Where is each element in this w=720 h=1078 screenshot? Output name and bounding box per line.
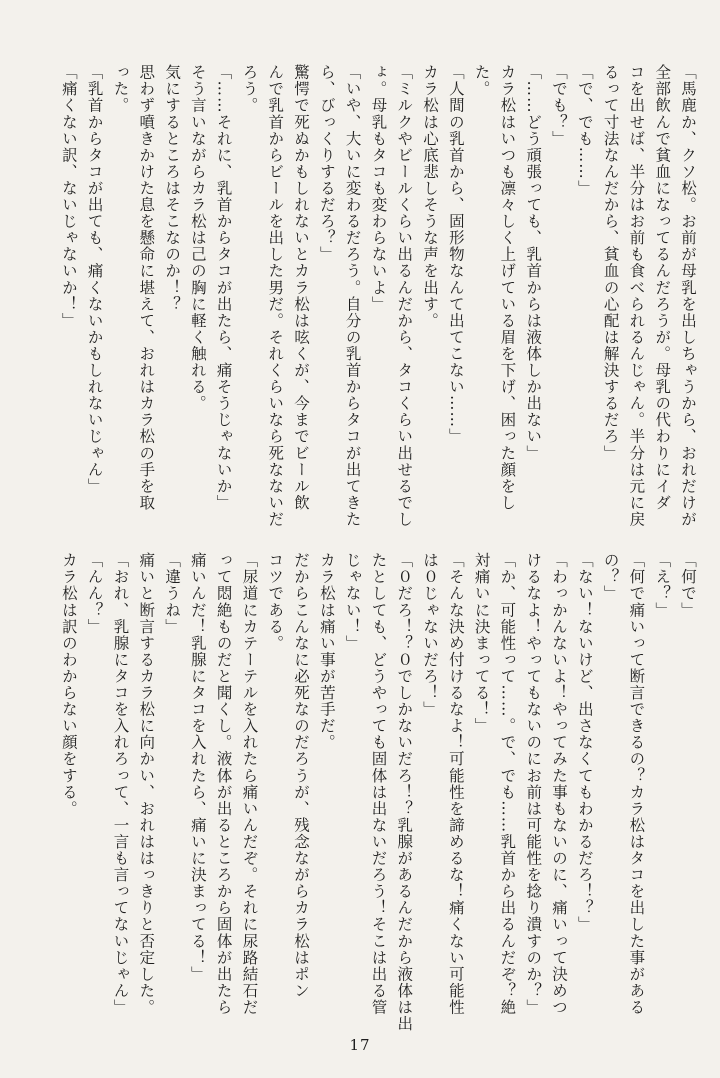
text-line: 「で、でも……」 [575, 64, 594, 197]
text-line: 「痛くない訳、ないじゃないか！」 [59, 64, 78, 329]
text-line: 「でも？」 [550, 64, 569, 147]
text-line: 対痛いに決まってる！」 [472, 552, 491, 735]
text-line: 「ミルクやビールくらい出るんだから、タコくらい出せるでし [395, 64, 414, 528]
text-line: 「……どう頑張っても、乳首からは液体しか出ない」 [524, 64, 543, 462]
text-line: じゃない！」 [343, 552, 362, 652]
text-line: んで乳首からビールを出した男だ。それくらいなら死なないだ [266, 64, 285, 528]
text-line: 「尿道にカテーテルを入れたら痛いんだぞ。それに尿路結石だ [240, 552, 259, 1016]
text-line: そう言いながらカラ松は己の胸に軽く触れる。 [188, 64, 207, 412]
text-line: 全部飲んで貧血になってるんだろうが。母乳の代わりにイダ [653, 64, 672, 511]
text-line: たとしても、どうやっても固体は出ないだろう！そこは出る管 [369, 552, 388, 1016]
text-line: カラ松は訳のわからない顔をする。 [59, 552, 78, 817]
text-line: 驚愕で死ぬかもしれないとカラ松は呟くが、今までビール飲 [292, 64, 311, 511]
lower-text-block [55, 552, 700, 1032]
upper-text-block [55, 64, 700, 532]
text-line: 「わっかんないよ！やってみた事もないのに、痛いって決めつ [550, 552, 569, 1016]
text-line: 「馬鹿か、クソ松。お前が母乳を出しちゃうから、おれだけが [679, 64, 697, 528]
text-line: けるなよ！やってもないのにお前は可能性を捻り潰すのか？」 [524, 552, 543, 1016]
text-line: の？」 [601, 552, 620, 602]
text-line: ら、びっくりするだろ？」 [317, 64, 336, 263]
text-line: ょ。母乳もタコも変わらないよ」 [369, 64, 388, 313]
text-line: 「んん？」 [85, 552, 104, 635]
text-line: 痛いんだ！乳腺にタコを入れたら、痛いに決まってる！」 [188, 552, 207, 983]
text-line: コを出せば、半分はお前も食べられるんじゃん。半分は元に戻 [627, 64, 646, 528]
text-line: 「……それに、乳首からタコが出たら、痛そうじゃないか」 [214, 64, 233, 511]
text-line: 気にするところはそこなのか！？ [163, 64, 182, 313]
text-line: た。 [472, 64, 491, 98]
text-line: 痛いと断言するカラ松に向かい、おれははっきりと否定した。 [137, 552, 156, 1016]
text-line: 「違うね」 [163, 552, 182, 635]
text-line: 「おれ、乳腺にタコを入れろって、一言も言ってないじゃん」 [111, 552, 130, 1016]
text-line: カラ松は心底悲しそうな声を出す。 [421, 64, 440, 329]
text-line: るって寸法なんだから、貧血の心配は解決するだろ」 [601, 64, 620, 462]
text-line: 「そんな決め付けるなよ！可能性を諦めるな！痛くない可能性 [446, 552, 465, 1016]
text-line: 「何で」 [679, 552, 697, 619]
text-line: 「か、可能性って……。で、でも……乳首から出るんだぞ？絶 [498, 552, 517, 1016]
text-line: カラ松はいつも凛々しく上げている眉を下げ、困った顔をし [498, 64, 517, 511]
page-number: 17 [349, 1036, 371, 1054]
text-line: 「いや、大いに変わるだろう。自分の乳首からタコが出てきた [343, 64, 362, 528]
text-line: 「０だろ！？０でしかないだろ！？乳腺があるんだから液体は出 [395, 552, 414, 1032]
text-line: は０じゃないだろ！」 [421, 552, 440, 718]
text-line: コツである。 [266, 552, 285, 652]
text-line: 「何で痛いって断言できるの？カラ松はタコを出した事がある [627, 552, 646, 1016]
text-line: って悶絶ものだと聞くし。液体が出るところから固体が出たら [214, 552, 233, 1016]
text-line: った。 [111, 64, 130, 114]
text-line: 「人間の乳首から、固形物なんて出てこない……」 [446, 64, 465, 445]
text-line: 「え？」 [653, 552, 672, 619]
text-line: ろう。 [240, 64, 259, 114]
text-line: 「乳首からタコが出ても、痛くないかもしれないじゃん」 [85, 64, 104, 495]
text-line: だからこんなに必死なのだろうが、残念ながらカラ松はポン [292, 552, 311, 999]
text-line: カラ松は痛い事が苦手だ。 [317, 552, 336, 751]
text-line: 思わず噴きかけた息を懸命に堪えて、おれはカラ松の手を取 [137, 64, 156, 511]
text-line: 「ない！ないけど、出さなくてもわかるだろ！？」 [575, 552, 594, 933]
